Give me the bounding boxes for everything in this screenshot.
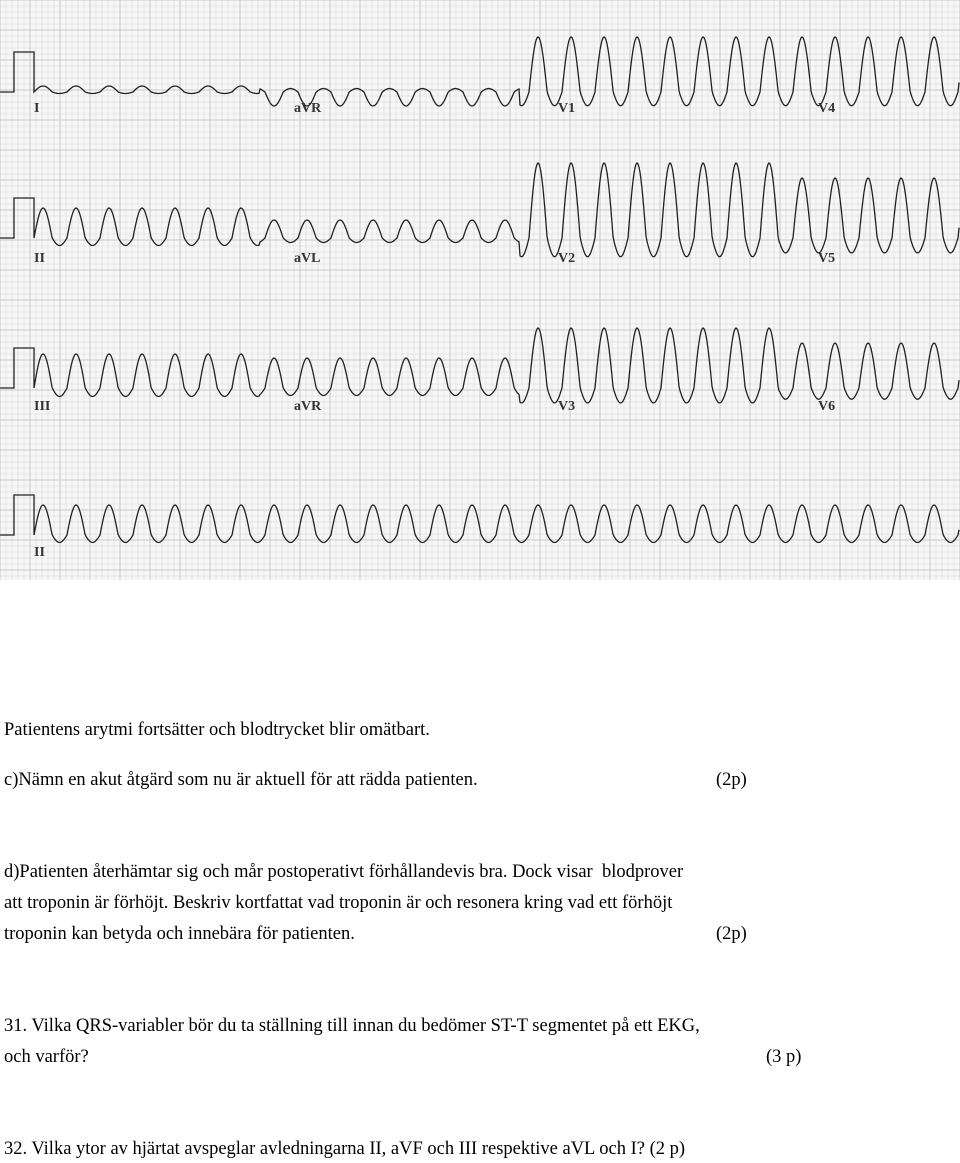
lead-label-V1: V1	[558, 101, 576, 116]
lead-label-V5: V5	[818, 251, 836, 266]
question-32: 32. Vilka ytor av hjärtat avspeglar avledningarna II, aVF och III respektive aVL och I? (2 p)	[4, 1139, 686, 1159]
lead-label-II: II	[34, 251, 45, 266]
ecg-strip	[0, 0, 960, 580]
question-c-points: (2p)	[716, 770, 747, 790]
question-d-line-2: att troponin är förhöjt. Beskriv kortfattat vad troponin är och resonera kring vad ett förhöjt	[4, 893, 673, 913]
lead-label-I: I	[34, 101, 40, 116]
lead-label-III: III	[34, 399, 51, 414]
lead-label-aVR: aVR	[294, 101, 322, 116]
lead-label-V3: V3	[558, 399, 576, 414]
lead-label-V6: V6	[818, 399, 836, 414]
lead-label-V2: V2	[558, 251, 576, 266]
question-31-line-2: och varför?	[4, 1047, 89, 1067]
question-d-line-1: d)Patienten återhämtar sig och mår postoperativt förhållandevis bra. Dock visar blodprover	[4, 862, 684, 882]
question-d-line-3: troponin kan betyda och innebära för patienten.	[4, 924, 355, 944]
question-31-points: (3 p)	[766, 1047, 802, 1067]
lead-label-aVL: aVL	[294, 251, 321, 266]
paragraph-arrhythmia: Patientens arytmi fortsätter och blodtrycket blir omätbart.	[4, 720, 430, 740]
question-31-line-1: 31. Vilka QRS-variabler bör du ta ställning till innan du bedömer ST-T segmentet på ett EKG,	[4, 1016, 700, 1036]
lead-label-V4: V4	[818, 101, 836, 116]
lead-label-II-rhythm: II	[34, 545, 45, 560]
question-d-points: (2p)	[716, 924, 747, 944]
lead-label-aVF: aVR	[294, 399, 322, 414]
question-c: c)Nämn en akut åtgärd som nu är aktuell för att rädda patienten.	[4, 770, 478, 790]
ecg-image	[0, 0, 960, 580]
